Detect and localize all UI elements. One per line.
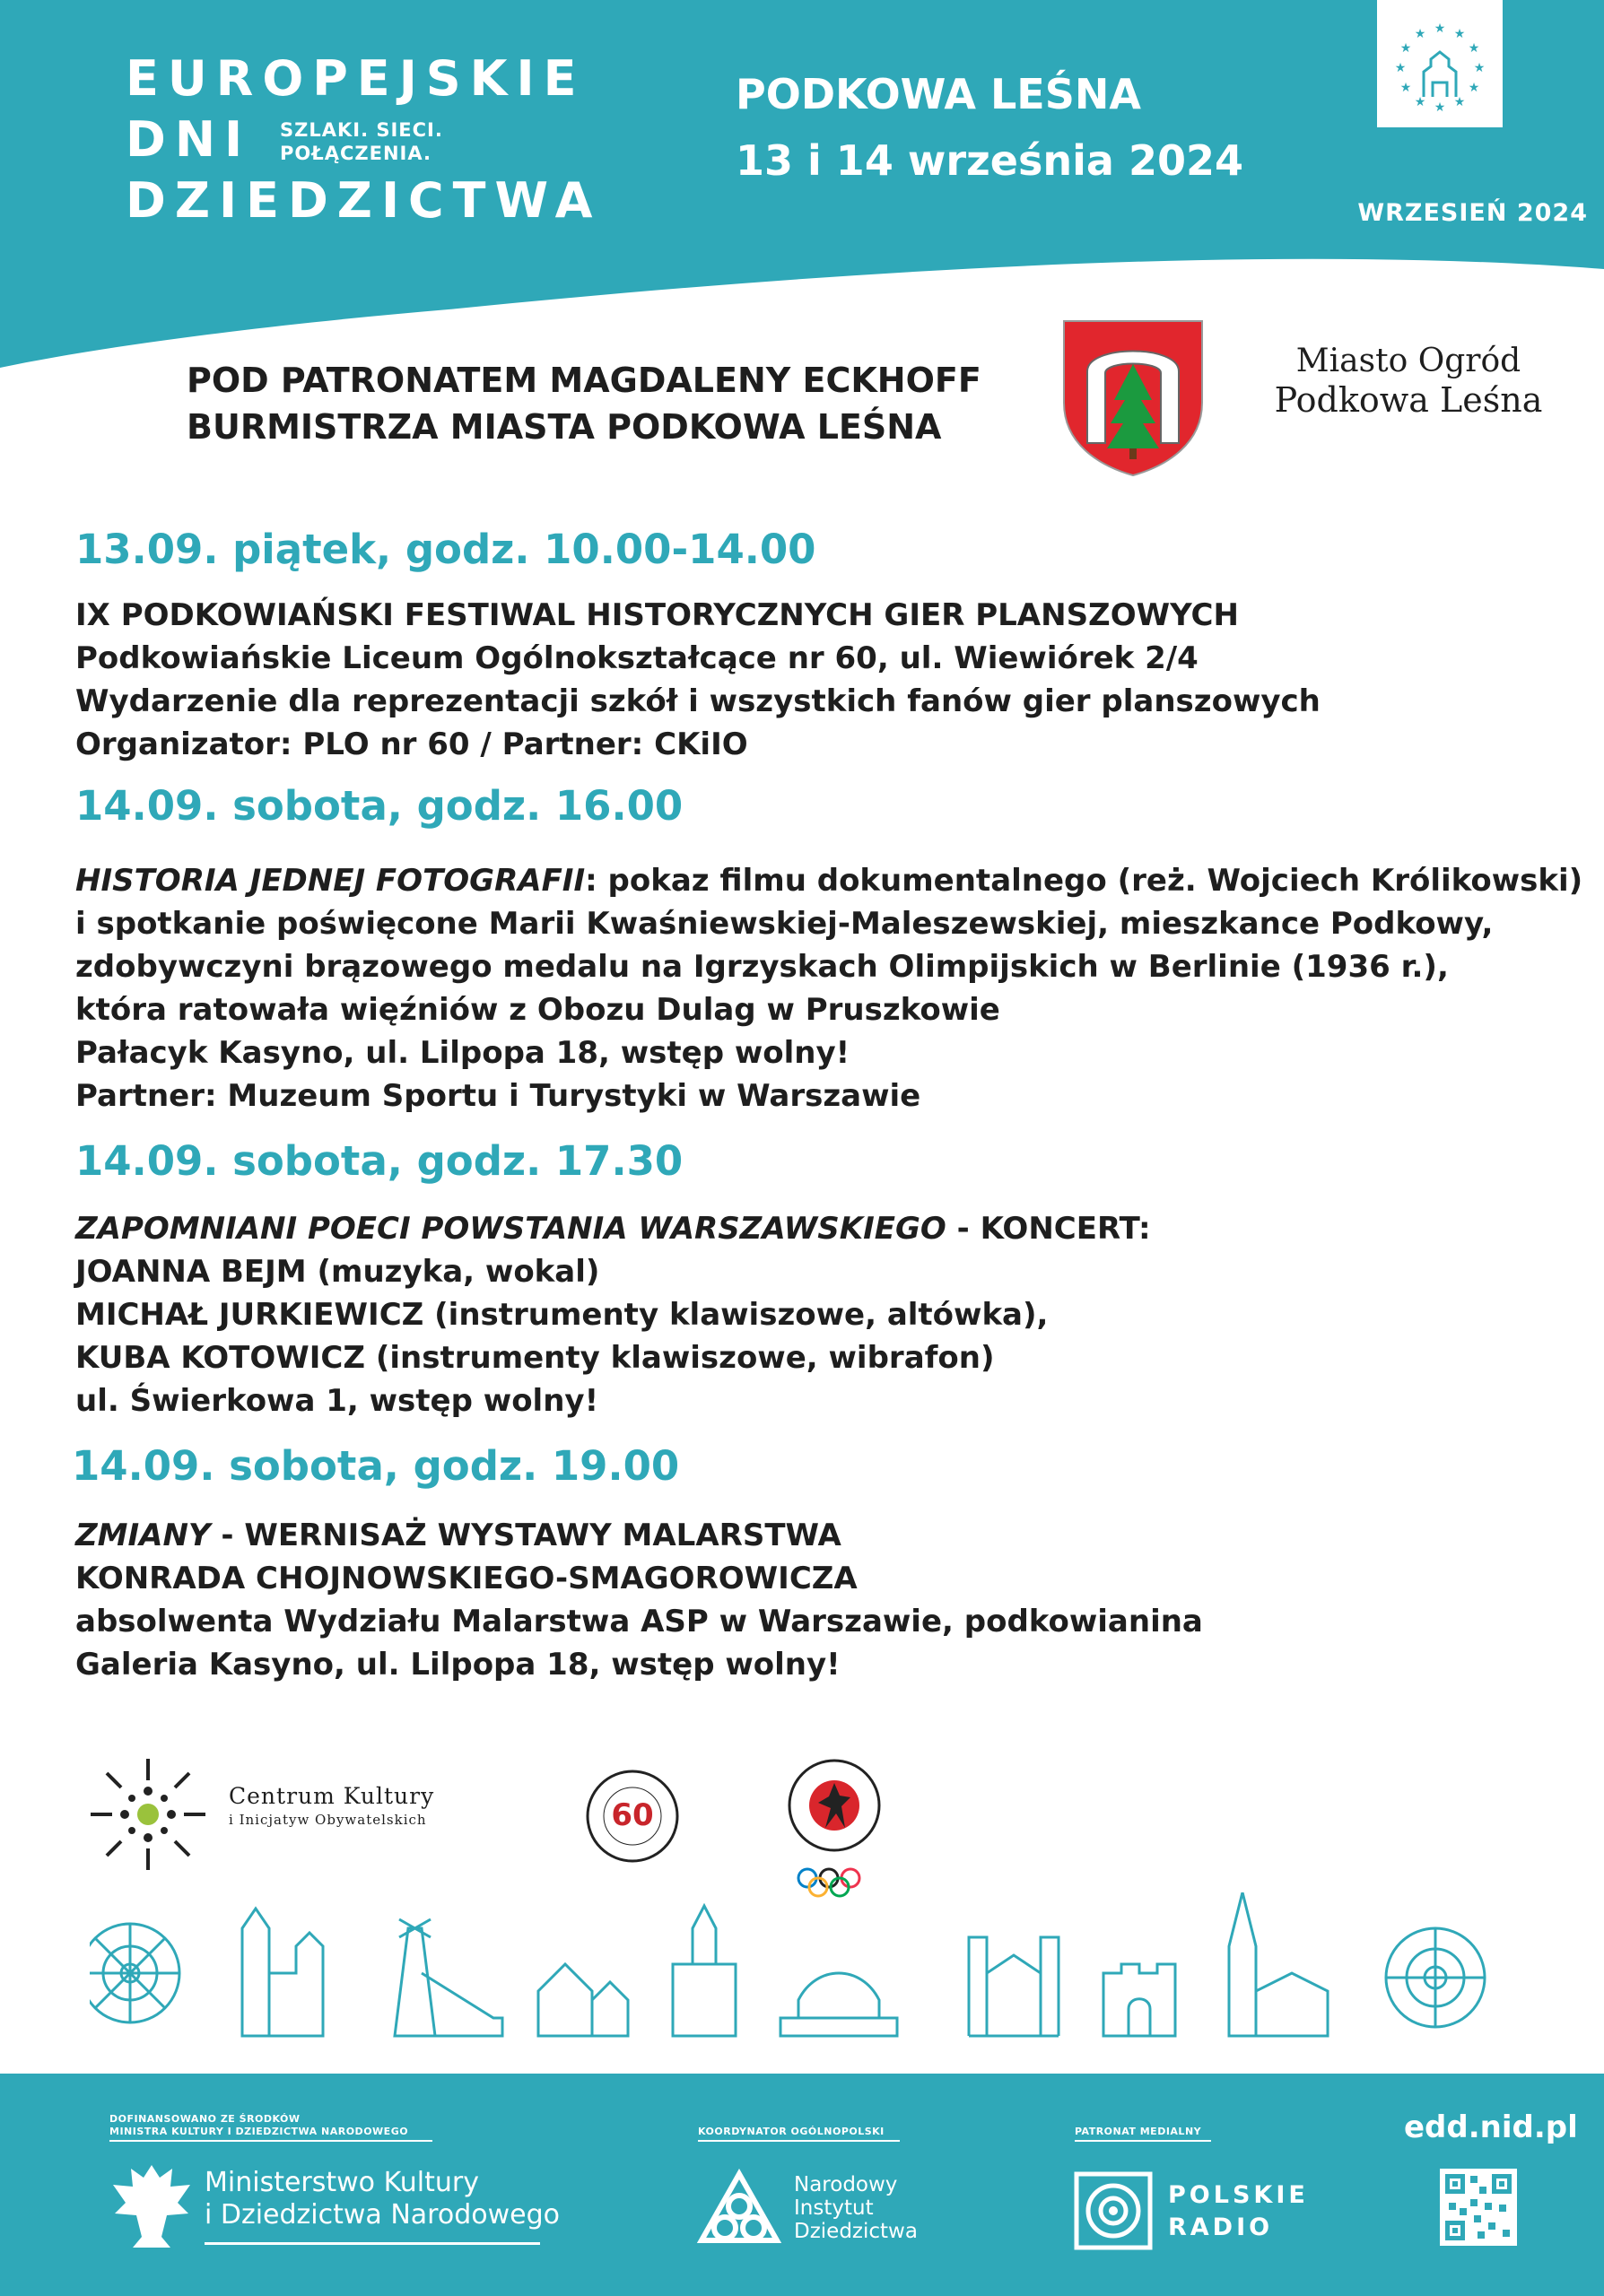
event-3-line-2: JOANNA BEJM (muzyka, wokal)	[75, 1254, 600, 1290]
svg-text:★: ★	[1434, 22, 1446, 36]
plo-60-logo	[583, 1767, 682, 1866]
ministry-line-1: Ministerstwo Kultury	[205, 2167, 479, 2198]
nid-logo-icon	[696, 2169, 782, 2251]
event-1-line-1: IX PODKOWIAŃSKI FESTIWAL HISTORYCZNYCH GIER PLANSZOWYCH	[75, 597, 1239, 633]
event-2-line-1	[75, 863, 1582, 899]
city-gate-icon	[1103, 1964, 1175, 2036]
stars-castle-icon	[1377, 0, 1503, 127]
event-4-first-rest: - WERNISAŻ WYSTAWY MALARSTWA	[210, 1518, 841, 1553]
patronage-line-2: BURMISTRZA MIASTA PODKOWA LEŚNA	[187, 407, 942, 447]
svg-text:★: ★	[1394, 61, 1407, 75]
event-2-line-2: i spotkanie poświęcone Marii Kwaśniewskiej-Maleszewskiej, mieszkance Podkowy,	[75, 906, 1494, 942]
svg-text:★: ★	[1453, 95, 1466, 109]
rosette-left-icon	[90, 1924, 179, 2022]
event-3-title: 14.09. sobota, godz. 17.30	[75, 1137, 684, 1185]
city-name-line-1: Miasto Ogród	[1295, 343, 1521, 379]
event-2-italic-title: HISTORIA JEDNEJ FOTOGRAFII	[75, 863, 586, 899]
coordinator-label: KOORDYNATOR OGÓLNOPOLSKI	[698, 2126, 885, 2137]
event-2-line-6: Partner: Muzeum Sportu i Turystyki w Warszawie	[75, 1078, 921, 1114]
saltworks-tower-icon	[395, 1919, 502, 2036]
event-3-line-4: KUBA KOTOWICZ (instrumenty klawiszowe, wibrafon)	[75, 1340, 995, 1376]
place-name: PODKOWA LEŚNA	[736, 70, 1141, 118]
tagline-line-2: POŁĄCZENIA.	[280, 143, 432, 164]
ckio-name: Centrum Kultury	[229, 1783, 435, 1809]
svg-text:★: ★	[1468, 41, 1480, 56]
church-tower-icon	[1229, 1892, 1328, 2036]
radio-line-1: POLSKIE	[1168, 2181, 1309, 2209]
qr-code-icon	[1440, 2169, 1517, 2246]
sports-museum-logo-icon	[780, 1756, 888, 1900]
event-1-line-3: Wydarzenie dla reprezentacji szkół i wszystkich fanów gier planszowych	[75, 683, 1321, 719]
city-name-line-2: Podkowa Leśna	[1274, 380, 1543, 420]
polskie-radio-logo-icon	[1073, 2170, 1154, 2251]
event-4-italic-title: ZMIANY	[75, 1518, 211, 1553]
eagle-emblem-icon	[108, 2160, 196, 2253]
event-2-line-3: zdobywczyni brązowego medalu na Igrzyskach Olimpijskich w Berlinie (1936 r.),	[75, 949, 1449, 985]
funding-divider	[109, 2140, 432, 2142]
school-number: 60	[611, 1797, 654, 1833]
media-patron-label: PATRONAT MEDIALNY	[1075, 2126, 1202, 2137]
event-3-first-rest: - KONCERT:	[946, 1211, 1151, 1247]
castle-towers-icon	[242, 1909, 323, 2036]
svg-text:★: ★	[1414, 95, 1426, 109]
event-1-title: 13.09. piątek, godz. 10.00-14.00	[75, 526, 816, 573]
ckio-logo-icon	[85, 1753, 211, 1875]
patronage-line-1: POD PATRONATEM MAGDALENY ECKHOFF	[187, 361, 981, 400]
nid-line-1: Narodowy	[794, 2173, 898, 2196]
town-hall-icon	[673, 1906, 736, 2036]
qr-code[interactable]	[1440, 2169, 1517, 2246]
event-4-line-3: absolwenta Wydziału Malarstwa ASP w Warszawie, podkowianina	[75, 1604, 1203, 1639]
funding-label-2: MINISTRA KULTURY I DZIEDZICTWA NARODOWEGO	[109, 2126, 409, 2137]
svg-text:★: ★	[1473, 61, 1486, 75]
rosette-right-icon	[1386, 1928, 1485, 2027]
cathedral-icon	[969, 1937, 1059, 2036]
svg-text:★: ★	[1453, 27, 1466, 41]
media-divider	[1075, 2140, 1211, 2142]
centennial-hall-icon	[780, 1973, 897, 2036]
edd-stars-logo	[1377, 0, 1503, 127]
svg-text:★: ★	[1399, 81, 1412, 95]
funding-label-1: DOFINANSOWANO ZE ŚRODKÓW	[109, 2113, 301, 2125]
coat-of-arms-icon	[1060, 317, 1206, 479]
month-label: WRZESIEŃ 2024	[1357, 199, 1588, 227]
tagline-line-1: SZLAKI. SIECI.	[280, 119, 443, 141]
event-dates: 13 i 14 września 2024	[736, 136, 1243, 185]
nid-line-3: Dziedzictwa	[794, 2220, 918, 2243]
event-4-line-4: Galeria Kasyno, ul. Lilpopa 18, wstęp wolny!	[75, 1647, 841, 1683]
event-2-line-5: Pałacyk Kasyno, ul. Lilpopa 18, wstęp wolny!	[75, 1035, 850, 1071]
website-url[interactable]: edd.nid.pl	[1404, 2109, 1578, 2145]
radio-line-2: RADIO	[1168, 2213, 1274, 2241]
gothic-house-icon	[538, 1964, 628, 2036]
svg-text:★: ★	[1468, 81, 1480, 95]
event-2-title: 14.09. sobota, godz. 16.00	[75, 782, 684, 830]
event-2-line-4: która ratowała więźniów z Obozu Dulag w Pruszkowie	[75, 992, 1000, 1028]
event-3-line-1	[75, 1211, 1151, 1247]
event-3-line-5: ul. Świerkowa 1, wstęp wolny!	[75, 1383, 599, 1419]
event-1-line-4: Organizator: PLO nr 60 / Partner: CKiIO	[75, 726, 748, 762]
nid-line-2: Instytut	[794, 2196, 874, 2220]
svg-text:★: ★	[1414, 27, 1426, 41]
logo-line-3: DZIEDZICTWA	[126, 172, 602, 229]
svg-text:★: ★	[1399, 41, 1412, 56]
heritage-landmarks-illustration	[90, 1892, 1543, 2045]
event-3-line-3: MICHAŁ JURKIEWICZ (instrumenty klawiszowe, altówka),	[75, 1297, 1049, 1333]
event-4-line-2: KONRADA CHOJNOWSKIEGO-SMAGOROWICZA	[75, 1561, 858, 1596]
ministry-line-2: i Dziedzictwa Narodowego	[205, 2199, 560, 2231]
ministry-underline	[205, 2242, 540, 2245]
ckio-subtitle: i Inicjatyw Obywatelskich	[229, 1812, 427, 1828]
logo-line-1: EUROPEJSKIE	[126, 50, 586, 107]
event-2-first-rest: : pokaz filmu dokumentalnego (reż. Wojciech Królikowski)	[585, 863, 1583, 899]
event-4-title: 14.09. sobota, godz. 19.00	[72, 1442, 680, 1490]
logo-line-2: DNI	[126, 111, 252, 168]
event-3-italic-title: ZAPOMNIANI POECI POWSTANIA WARSZAWSKIEGO	[75, 1211, 946, 1247]
event-4-line-1	[75, 1518, 841, 1553]
event-1-line-2: Podkowiańskie Liceum Ogólnokształcące nr 60, ul. Wiewiórek 2/4	[75, 640, 1199, 676]
svg-text:★: ★	[1434, 100, 1446, 115]
coordinator-divider	[698, 2140, 900, 2142]
